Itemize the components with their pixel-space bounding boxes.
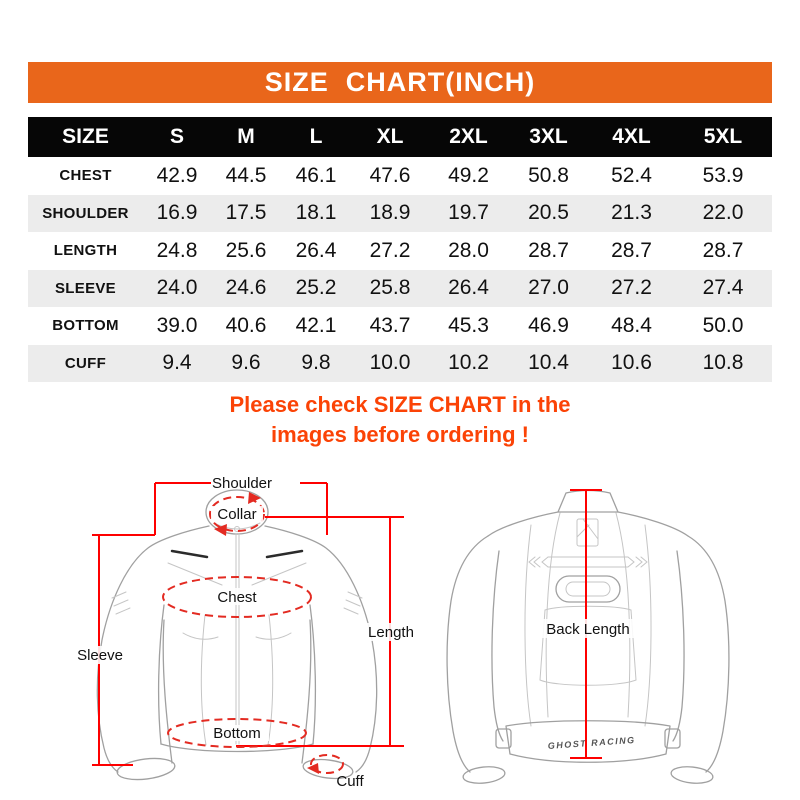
size-chart-banner [28,62,772,103]
header-2xl: 2XL [449,125,488,148]
cell-value: 52.4 [611,163,652,187]
cell-value: 27.2 [369,238,411,262]
cell-value: 40.6 [225,313,267,337]
cell-value: 45.3 [448,313,489,337]
chest-label: Chest [217,589,257,606]
measurement-diagram [0,455,800,800]
header-3xl: 3XL [529,125,568,148]
sleeve-label: Sleeve [77,647,123,664]
cell-value: 46.1 [295,163,337,187]
cell-value: 27.0 [528,276,569,300]
cell-value: 28.0 [448,238,489,262]
row-label: SLEEVE [55,279,116,297]
back-arrow-stripe [529,557,647,567]
cell-value: 26.4 [295,238,337,262]
cell-value: 50.0 [702,313,744,337]
cell-value: 53.9 [702,163,744,187]
table-row-bottom [28,307,772,345]
collar-label: Collar [217,506,257,523]
cell-value: 28.7 [528,238,569,262]
back-length-label: Back Length [546,621,630,638]
cell-value: 9.8 [301,351,331,375]
cell-value: 10.4 [528,351,569,375]
table-row-sleeve [28,270,772,308]
cell-value: 25.2 [295,276,337,300]
cell-value: 19.7 [448,201,489,225]
cell-value: 18.1 [295,201,337,225]
cell-value: 20.5 [528,201,569,225]
size-table [28,117,772,382]
cell-value: 17.5 [225,201,267,225]
cell-value: 28.7 [611,238,652,262]
cell-value: 24.6 [225,276,267,300]
cell-value: 24.0 [156,276,198,300]
brand-text: GHOST RACING [547,734,636,751]
length-label: Length [368,624,414,641]
cell-value: 10.0 [369,351,411,375]
cell-value: 9.4 [162,351,192,375]
table-header-row [28,117,772,157]
cell-value: 27.4 [702,276,744,300]
cell-value: 44.5 [225,163,267,187]
cell-value: 27.2 [611,276,652,300]
cell-value: 42.1 [295,313,337,337]
cell-value: 50.8 [528,163,569,187]
cell-value: 42.9 [156,163,198,187]
cell-value: 48.4 [611,313,652,337]
table-row-length [28,232,772,270]
cell-value: 16.9 [156,201,198,225]
cell-value: 46.9 [528,313,569,337]
back-logo-mark [577,519,598,546]
shoulder-label: Shoulder [211,475,273,492]
banner-title: SIZE CHART(INCH) [264,67,536,97]
bottom-label: Bottom [213,725,261,742]
cell-value: 28.7 [702,238,744,262]
header-4xl: 4XL [612,125,651,148]
cell-value: 10.6 [611,351,652,375]
cell-value: 43.7 [369,313,411,337]
header-m: M [237,125,255,148]
order-warning [0,390,800,450]
row-label: CHEST [59,167,112,185]
table-row-cuff [28,345,772,383]
row-label: SHOULDER [42,204,129,222]
table-row-shoulder [28,195,772,233]
cell-value: 25.6 [225,238,267,262]
header-5xl: 5XL [703,125,743,148]
header-s: S [169,125,184,148]
cell-value: 49.2 [448,163,489,187]
cell-value: 47.6 [369,163,411,187]
warning-line-1: Please check SIZE CHART in the [229,392,571,417]
cell-value: 21.3 [611,201,652,225]
cell-value: 10.8 [702,351,744,375]
front-annotations [69,475,421,790]
warning-line-2: images before ordering ! [271,422,529,447]
cell-value: 25.8 [369,276,411,300]
row-label: CUFF [64,354,107,372]
back-annotations [538,490,637,758]
row-label: BOTTOM [52,317,119,335]
row-label: LENGTH [53,242,118,260]
table-row-chest [28,157,772,195]
cell-value: 18.9 [369,201,411,225]
cell-value: 10.2 [448,351,489,375]
cell-value: 9.6 [231,351,261,375]
cell-value: 22.0 [702,201,744,225]
header-size: SIZE [62,125,109,148]
cell-value: 39.0 [156,313,198,337]
header-l: L [309,125,323,148]
header-xl: XL [376,125,404,148]
cell-value: 24.8 [156,238,198,262]
cell-value: 26.4 [448,276,489,300]
cuff-label: Cuff [336,773,364,790]
